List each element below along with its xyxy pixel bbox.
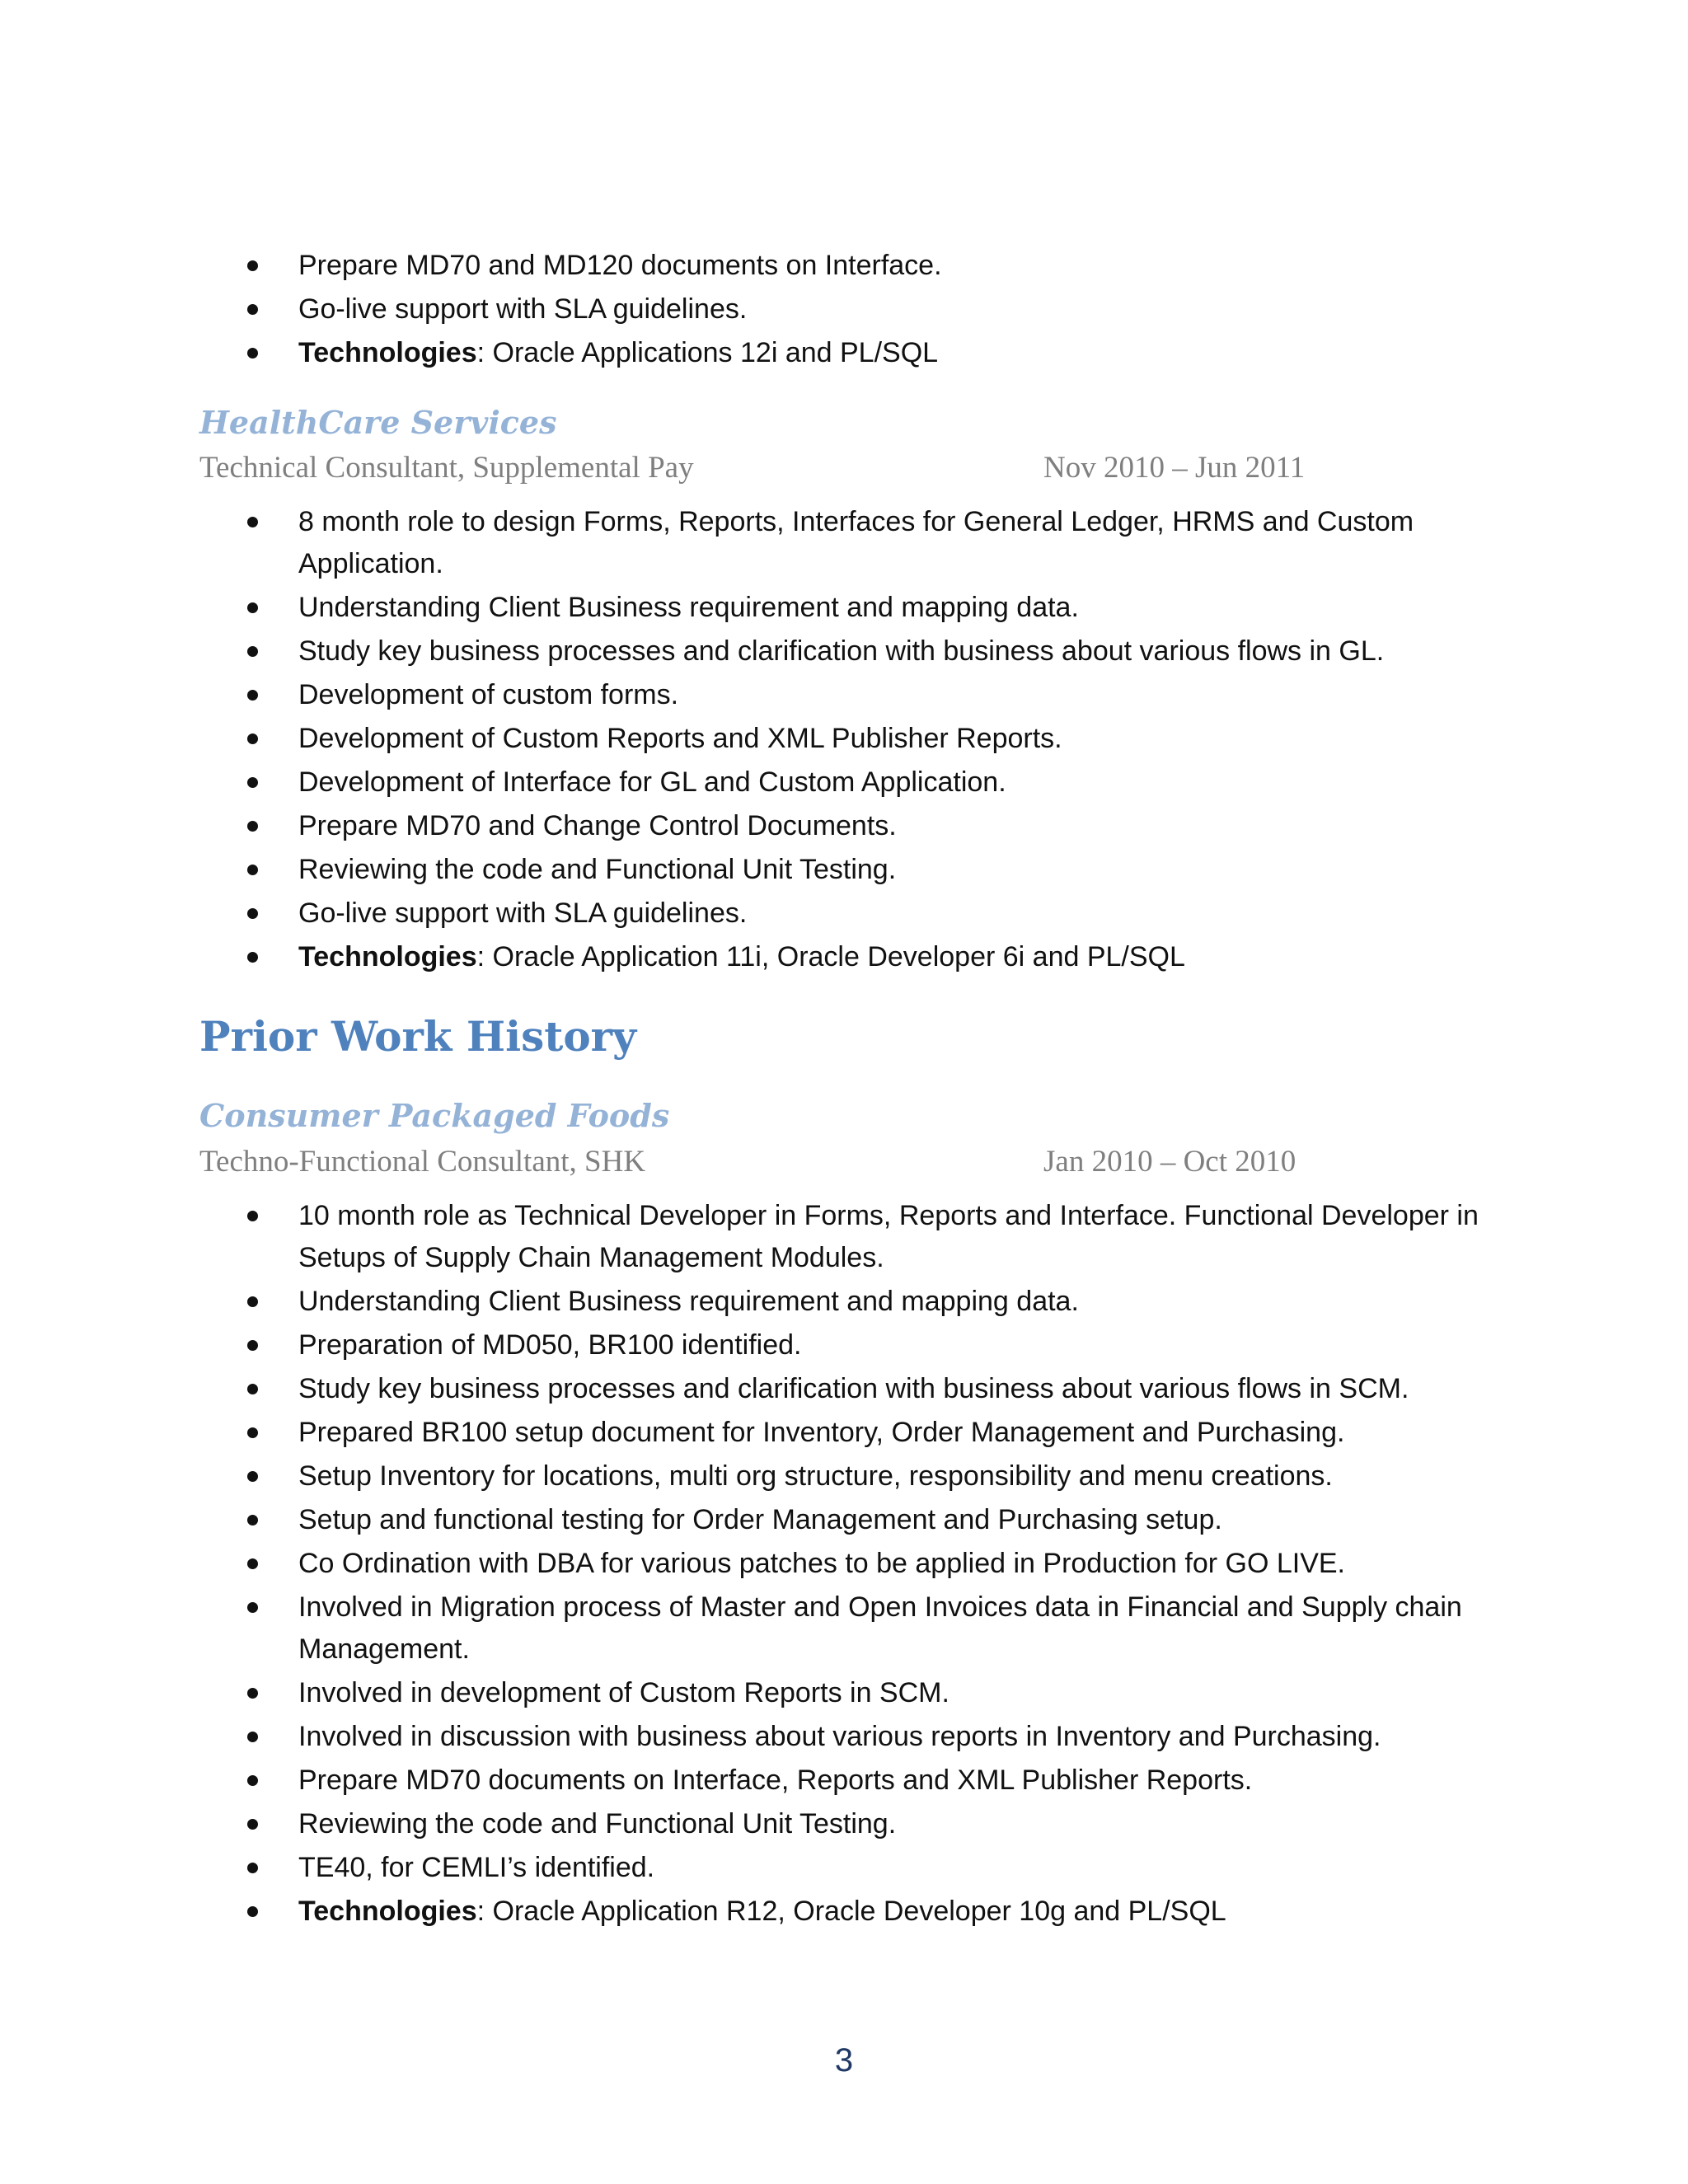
list-item	[247, 1412, 1500, 1454]
bullet-text: Development of custom forms.	[298, 679, 679, 710]
role-line	[199, 1144, 1353, 1179]
bullet-text: : Oracle Application R12, Oracle Developer 10g and PL/SQL	[476, 1896, 1226, 1927]
bullet-bold-label: Technologies	[298, 941, 477, 972]
list-item	[247, 805, 1500, 847]
list-item	[247, 762, 1500, 804]
list-item	[247, 1803, 1500, 1845]
list-item	[247, 332, 1500, 374]
bullet-text: 10 month role as Technical Developer in Forms, Reports and Interface. Functional Developer in Setups of Supply Chain Management Modules.	[298, 1200, 1479, 1273]
list-item	[247, 1195, 1500, 1279]
bullet-text: Involved in development of Custom Reports in SCM.	[298, 1677, 950, 1708]
bullet-icon	[247, 1471, 258, 1482]
list-item	[247, 1324, 1500, 1366]
list-item	[247, 630, 1500, 673]
list-item	[247, 1455, 1500, 1497]
bullet-icon	[247, 1427, 258, 1438]
bullet-text: Study key business processes and clarification with business about various flows in SCM.	[298, 1373, 1409, 1404]
bullet-text: : Oracle Applications 12i and PL/SQL	[476, 337, 939, 368]
list-item	[247, 1368, 1500, 1410]
bullet-text: Understanding Client Business requirement and mapping data.	[298, 592, 1079, 623]
bullet-text: Prepare MD70 and Change Control Documents.	[298, 810, 897, 841]
bullet-text: Development of Interface for GL and Custom Application.	[298, 766, 1006, 798]
bullet-text: Reviewing the code and Functional Unit Testing.	[298, 1808, 897, 1840]
bullet-text: TE40, for CEMLI’s identified.	[298, 1852, 655, 1883]
bullet-icon	[247, 1211, 258, 1221]
list-item	[247, 674, 1500, 716]
bullet-text: Go-live support with SLA guidelines.	[298, 293, 748, 325]
list-item	[247, 893, 1500, 935]
list-item	[247, 245, 1500, 287]
bullet-text: : Oracle Application 11i, Oracle Developer 6i and PL/SQL	[476, 941, 1185, 972]
company-name: HealthCare Services	[199, 404, 557, 441]
section-heading: Prior Work History	[199, 1012, 637, 1061]
bullet-icon	[247, 1906, 258, 1917]
bullet-icon	[247, 777, 258, 788]
bullet-icon	[247, 1732, 258, 1742]
bullet-icon	[247, 908, 258, 919]
list-item	[247, 936, 1500, 978]
list-item	[247, 1760, 1500, 1802]
consumer-foods-bullets	[247, 1195, 1500, 1934]
bullet-icon	[247, 865, 258, 875]
bullet-bold-label: Technologies	[298, 1896, 477, 1927]
bullet-bold-label: Technologies	[298, 337, 477, 368]
bullet-text: Study key business processes and clarification with business about various flows in GL.	[298, 635, 1385, 667]
bullet-icon	[247, 1296, 258, 1307]
list-item	[247, 1716, 1500, 1758]
bullet-icon	[247, 1819, 258, 1830]
bullet-icon	[247, 1775, 258, 1786]
list-item	[247, 587, 1500, 629]
list-item	[247, 1847, 1500, 1889]
bullet-text: Development of Custom Reports and XML Publisher Reports.	[298, 723, 1062, 754]
list-item	[247, 288, 1500, 330]
bullet-icon	[247, 1340, 258, 1351]
role-dates: Nov 2010 – Jun 2011	[1043, 451, 1306, 485]
bullet-icon	[247, 646, 258, 657]
bullet-icon	[247, 690, 258, 701]
list-item	[247, 1281, 1500, 1323]
bullet-icon	[247, 1602, 258, 1613]
list-item	[247, 849, 1500, 891]
bullet-text: Setup and functional testing for Order Management and Purchasing setup.	[298, 1504, 1222, 1535]
list-item	[247, 1499, 1500, 1541]
bullet-text: Understanding Client Business requirement and mapping data.	[298, 1286, 1079, 1317]
bullet-text: Go-live support with SLA guidelines.	[298, 898, 748, 929]
list-item	[247, 1543, 1500, 1585]
healthcare-bullets	[247, 501, 1500, 980]
bullet-text: Preparation of MD050, BR100 identified.	[298, 1329, 802, 1361]
bullet-text: Involved in Migration process of Master and Open Invoices data in Financial and Supply chain Management.	[298, 1591, 1462, 1665]
bullet-text: Involved in discussion with business about various reports in Inventory and Purchasing.	[298, 1721, 1381, 1752]
bullet-icon	[247, 260, 258, 271]
bullet-icon	[247, 1384, 258, 1394]
bullet-icon	[247, 1863, 258, 1873]
bullet-icon	[247, 952, 258, 963]
bullet-icon	[247, 304, 258, 315]
previous-role-bullets	[247, 245, 1500, 376]
bullet-text: Prepare MD70 and MD120 documents on Interface.	[298, 250, 942, 281]
list-item	[247, 1672, 1500, 1714]
role-line	[199, 450, 1353, 485]
bullet-icon	[247, 1515, 258, 1526]
bullet-icon	[247, 602, 258, 613]
bullet-icon	[247, 348, 258, 359]
bullet-icon	[247, 821, 258, 832]
bullet-text: Setup Inventory for locations, multi org structure, responsibility and menu creations.	[298, 1460, 1333, 1492]
list-item	[247, 1586, 1500, 1671]
bullet-icon	[247, 1688, 258, 1699]
list-item	[247, 501, 1500, 585]
bullet-text: 8 month role to design Forms, Reports, Interfaces for General Ledger, HRMS and Custom Application.	[298, 506, 1414, 579]
bullet-icon	[247, 517, 258, 527]
list-item	[247, 718, 1500, 760]
page-number: 3	[834, 2042, 854, 2079]
bullet-text: Reviewing the code and Functional Unit Testing.	[298, 854, 897, 885]
company-name: Consumer Packaged Foods	[199, 1097, 670, 1134]
bullet-icon	[247, 1558, 258, 1569]
bullet-text: Co Ordination with DBA for various patches to be applied in Production for GO LIVE.	[298, 1548, 1346, 1579]
role-title: Techno-Functional Consultant, SHK	[199, 1145, 646, 1179]
list-item	[247, 1891, 1500, 1933]
role-title: Technical Consultant, Supplemental Pay	[199, 451, 694, 485]
bullet-text: Prepare MD70 documents on Interface, Reports and XML Publisher Reports.	[298, 1765, 1253, 1796]
bullet-text: Prepared BR100 setup document for Inventory, Order Management and Purchasing.	[298, 1417, 1345, 1448]
role-dates: Jan 2010 – Oct 2010	[1043, 1145, 1296, 1179]
bullet-icon	[247, 733, 258, 744]
